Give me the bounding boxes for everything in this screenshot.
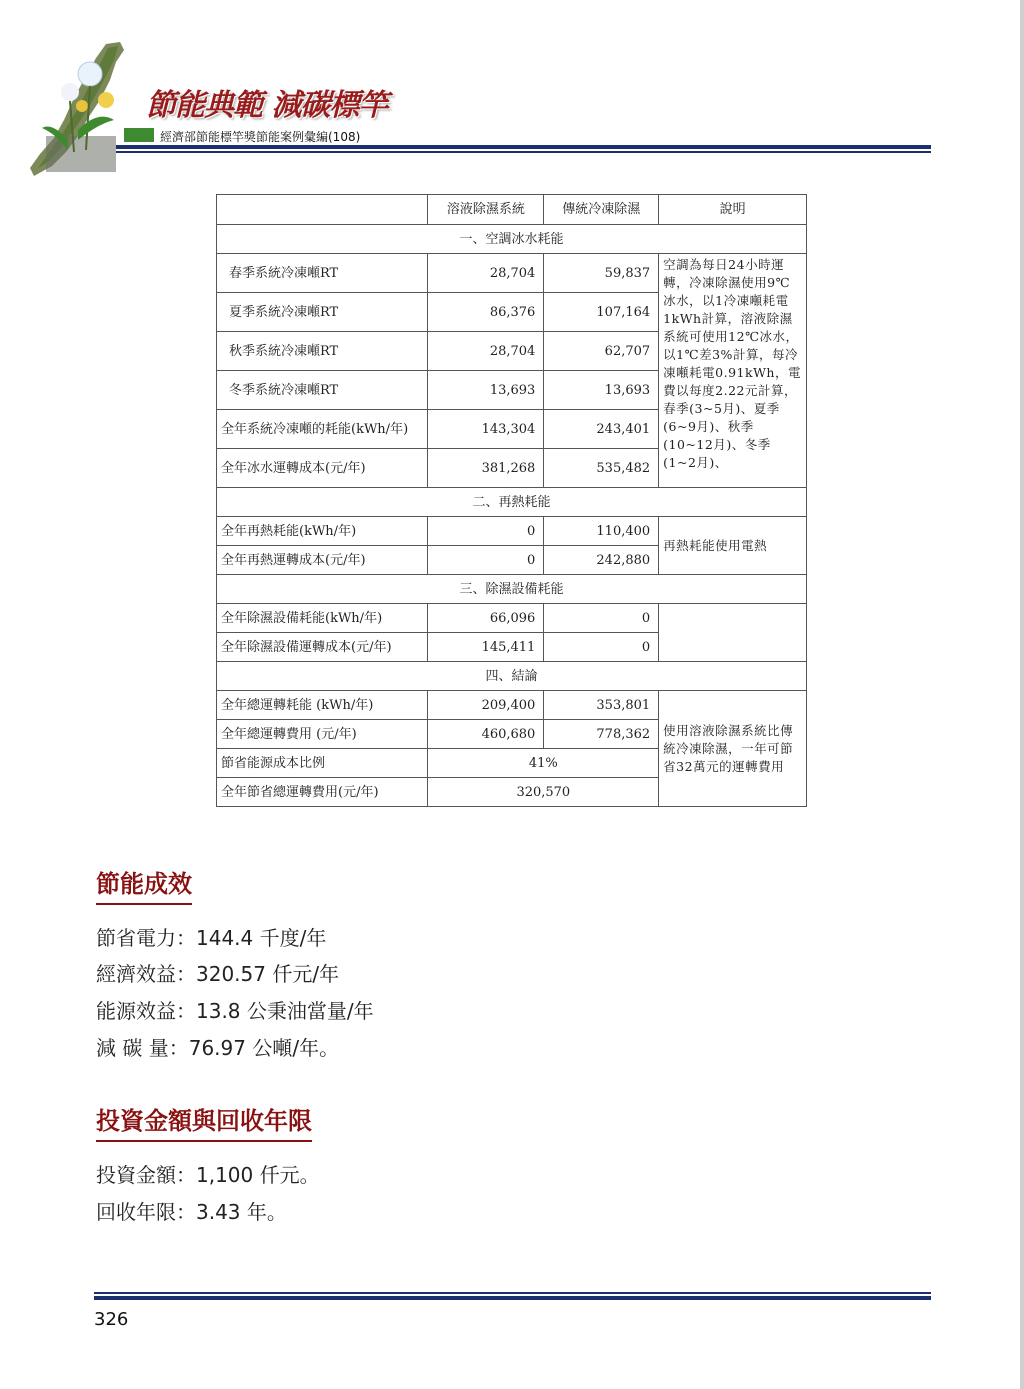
page-edge	[1020, 0, 1024, 1389]
table-row	[217, 254, 807, 293]
section-title: 二、再熱耗能	[217, 488, 807, 517]
section-note: 空調為每日24小時運轉，冷凍除濕使用9℃冰水，以1冷凍噸耗電1kWh計算，溶液除濕系統可使用12℃冰水，以1℃差3%計算，每冷凍噸耗電0.91kWh，電費以每度2.22元計算，春季(3~5月)、夏季(6~9月)、秋季(10~12月)、冬季(1~2月)、	[659, 254, 807, 488]
investment-line-payback: 回收年限：3.43 年。	[96, 1200, 287, 1224]
effect-line-energy: 能源效益：13.8 公秉油當量/年	[96, 999, 374, 1023]
value-conventional: 107,164	[544, 293, 659, 332]
value-liquid-desiccant: 143,304	[428, 410, 544, 449]
effects-heading	[96, 864, 192, 899]
value-conventional: 62,707	[544, 332, 659, 371]
investment-line-amount: 投資金額：1,100 仟元。	[96, 1163, 320, 1187]
value-liquid-desiccant: 66,096	[428, 604, 544, 633]
effect-line-economic: 經濟效益：320.57 仟元/年	[96, 962, 340, 986]
row-label: 全年除濕設備耗能(kWh/年)	[217, 604, 428, 633]
footer-rule-thin	[94, 1292, 931, 1294]
header-cell-item	[217, 195, 428, 225]
value-conventional: 353,801	[544, 691, 659, 720]
value-conventional: 13,693	[544, 371, 659, 410]
value-liquid-desiccant: 0	[428, 517, 544, 546]
section-note: 使用溶液除濕系統比傳統冷凍除濕，一年可節省32萬元的運轉費用	[659, 691, 807, 807]
brand-title: 節能典範 減碳標竿	[146, 88, 388, 123]
effect-line-carbon: 減 碳 量：76.97 公噸/年。	[96, 1036, 340, 1060]
value-conventional: 535,482	[544, 449, 659, 488]
table-header-row	[217, 195, 807, 225]
row-label: 全年系統冷凍噸的耗能(kWh/年)	[217, 410, 428, 449]
row-label: 全年總運轉費用 (元/年)	[217, 720, 428, 749]
value-liquid-desiccant: 28,704	[428, 332, 544, 371]
merged-value: 41%	[428, 749, 659, 778]
row-label: 全年節省總運轉費用(元/年)	[217, 778, 428, 807]
section-title-row	[217, 488, 807, 517]
section-title: 三、除濕設備耗能	[217, 575, 807, 604]
taiwan-dandelion-logo	[28, 40, 158, 180]
page-number: 326	[94, 1309, 129, 1330]
row-label: 秋季系統冷凍噸RT	[217, 332, 428, 371]
row-label: 全年除濕設備運轉成本(元/年)	[217, 633, 428, 662]
table-row	[217, 604, 807, 633]
value-conventional: 243,401	[544, 410, 659, 449]
value-liquid-desiccant: 145,411	[428, 633, 544, 662]
section-note: 再熱耗能使用電熱	[659, 517, 807, 575]
row-label: 節省能源成本比例	[217, 749, 428, 778]
header-cell-liquid-desiccant: 溶液除濕系統	[428, 195, 544, 225]
heading-underline	[96, 1140, 312, 1142]
header-cell-conventional: 傳統冷凍除濕	[544, 195, 659, 225]
value-liquid-desiccant: 381,268	[428, 449, 544, 488]
value-liquid-desiccant: 13,693	[428, 371, 544, 410]
row-label: 夏季系統冷凍噸RT	[217, 293, 428, 332]
header-cell-notes: 說明	[659, 195, 807, 225]
section-title-row	[217, 662, 807, 691]
value-conventional: 778,362	[544, 720, 659, 749]
header-subtitle: 經濟部節能標竿獎節能案例彙編(108)	[160, 130, 361, 144]
value-liquid-desiccant: 460,680	[428, 720, 544, 749]
value-conventional: 0	[544, 633, 659, 662]
merged-value: 320,570	[428, 778, 659, 807]
table-row	[217, 691, 807, 720]
investment-heading-text: 投資金額與回收年限	[96, 1107, 312, 1135]
value-conventional: 242,880	[544, 546, 659, 575]
value-liquid-desiccant: 86,376	[428, 293, 544, 332]
value-liquid-desiccant: 0	[428, 546, 544, 575]
value-liquid-desiccant: 28,704	[428, 254, 544, 293]
heading-underline	[96, 903, 192, 905]
effect-line-electricity: 節省電力：144.4 千度/年	[96, 926, 327, 950]
header-rule	[116, 145, 931, 149]
row-label: 全年再熱耗能(kWh/年)	[217, 517, 428, 546]
energy-comparison-table	[216, 194, 807, 807]
value-conventional: 59,837	[544, 254, 659, 293]
value-conventional: 0	[544, 604, 659, 633]
footer-rule	[94, 1296, 931, 1300]
value-liquid-desiccant: 209,400	[428, 691, 544, 720]
section-note	[659, 604, 807, 662]
section-title: 一、空調冰水耗能	[217, 225, 807, 254]
row-label: 全年再熱運轉成本(元/年)	[217, 546, 428, 575]
section-title-row	[217, 225, 807, 254]
table-row	[217, 517, 807, 546]
value-conventional: 110,400	[544, 517, 659, 546]
investment-heading	[96, 1101, 312, 1136]
effects-heading-text: 節能成效	[96, 870, 192, 898]
header-rule-thin	[116, 151, 931, 153]
row-label: 全年冰水運轉成本(元/年)	[217, 449, 428, 488]
section-title: 四、結論	[217, 662, 807, 691]
row-label: 春季系統冷凍噸RT	[217, 254, 428, 293]
row-label: 全年總運轉耗能 (kWh/年)	[217, 691, 428, 720]
section-title-row	[217, 575, 807, 604]
row-label: 冬季系統冷凍噸RT	[217, 371, 428, 410]
